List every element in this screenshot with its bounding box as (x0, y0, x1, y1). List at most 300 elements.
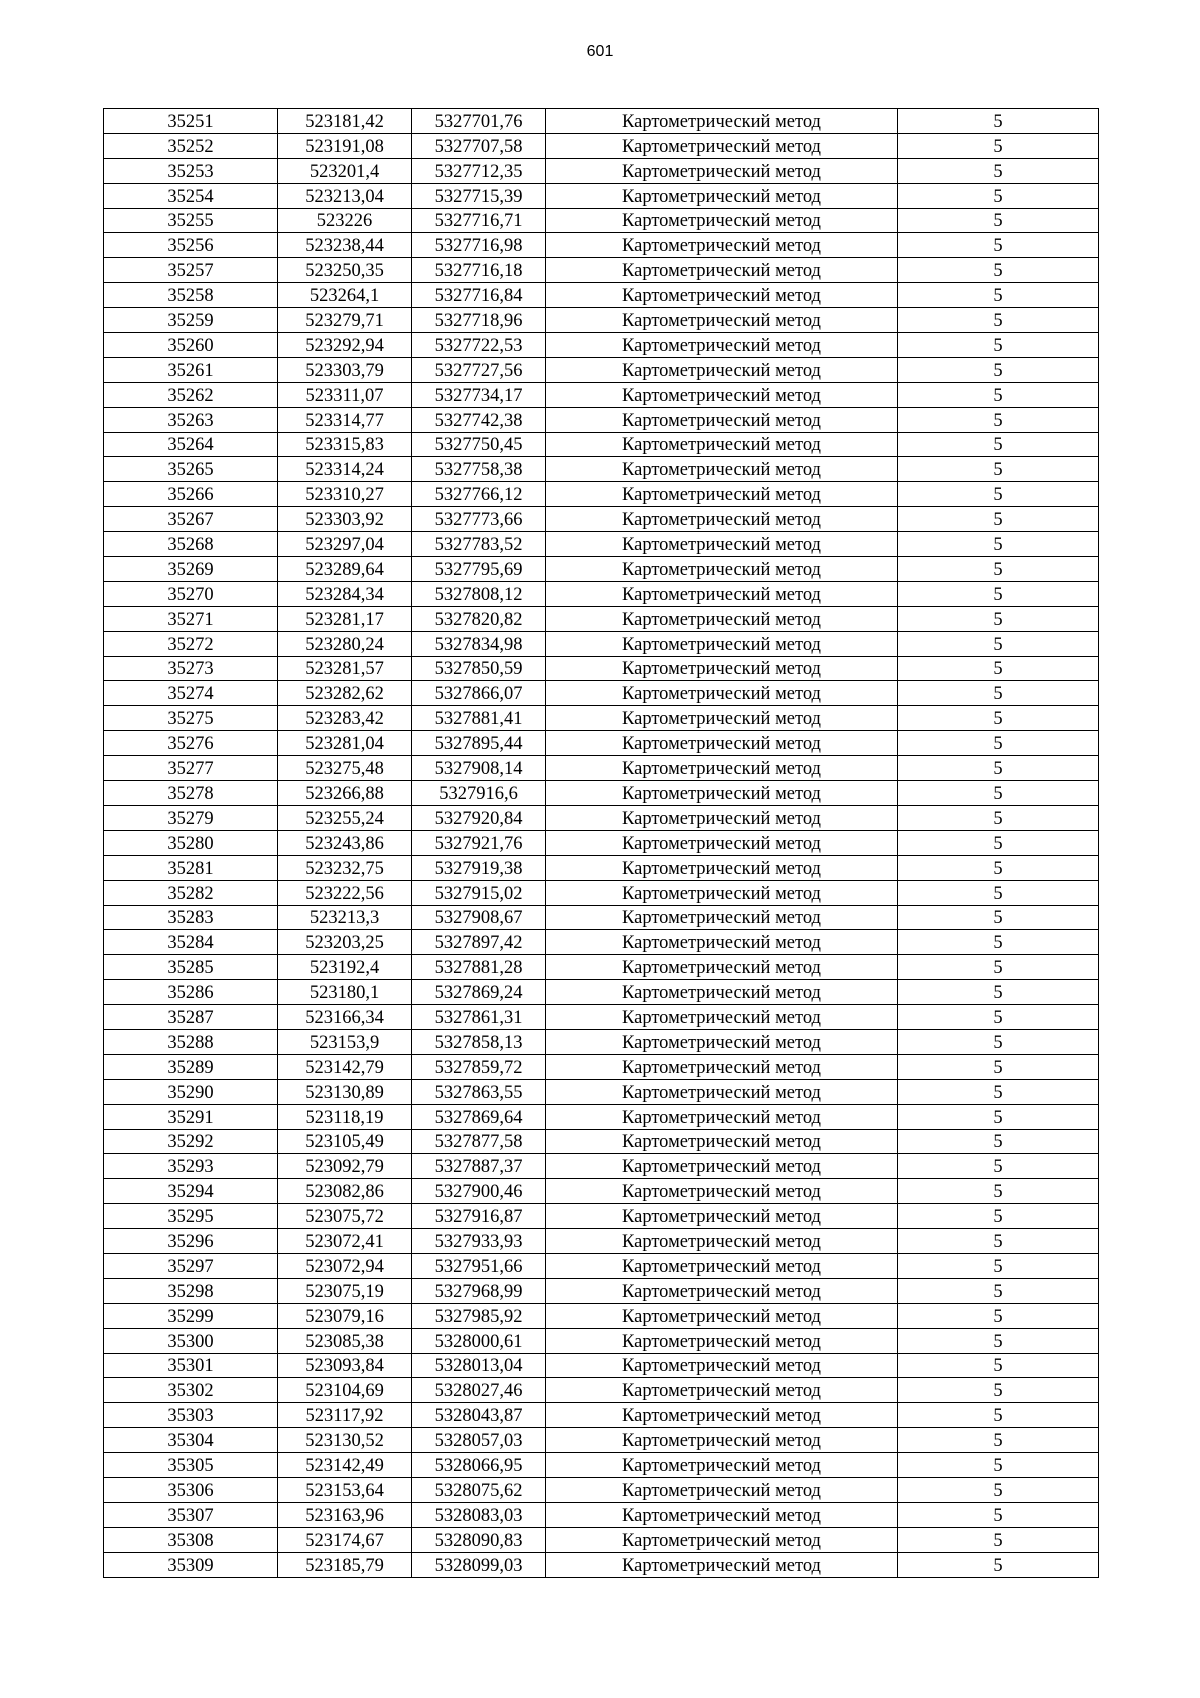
accuracy-cell: 5 (898, 1005, 1099, 1030)
table-row (104, 532, 1099, 557)
table-row (104, 432, 1099, 457)
point-number-cell: 35276 (104, 731, 278, 756)
x-coordinate-cell: 523117,92 (278, 1403, 412, 1428)
accuracy-cell: 5 (898, 283, 1099, 308)
x-coordinate-cell: 523283,42 (278, 706, 412, 731)
accuracy-cell: 5 (898, 208, 1099, 233)
x-coordinate-cell: 523181,42 (278, 109, 412, 134)
method-cell: Картометрический метод (546, 482, 898, 507)
table-row (104, 283, 1099, 308)
x-coordinate-cell: 523264,1 (278, 283, 412, 308)
point-number-cell: 35283 (104, 905, 278, 930)
point-number-cell: 35263 (104, 407, 278, 432)
accuracy-cell: 5 (898, 308, 1099, 333)
method-cell: Картометрический метод (546, 382, 898, 407)
point-number-cell: 35285 (104, 955, 278, 980)
point-number-cell: 35272 (104, 631, 278, 656)
x-coordinate-cell: 523303,92 (278, 507, 412, 532)
x-coordinate-cell: 523281,17 (278, 606, 412, 631)
method-cell: Картометрический метод (546, 333, 898, 358)
accuracy-cell: 5 (898, 880, 1099, 905)
x-coordinate-cell: 523142,49 (278, 1453, 412, 1478)
table-row (104, 1204, 1099, 1229)
point-number-cell: 35295 (104, 1204, 278, 1229)
table-row (104, 581, 1099, 606)
x-coordinate-cell: 523105,49 (278, 1129, 412, 1154)
y-coordinate-cell: 5327916,6 (412, 781, 546, 806)
table-row (104, 183, 1099, 208)
table-row (104, 805, 1099, 830)
method-cell: Картометрический метод (546, 955, 898, 980)
method-cell: Картометрический метод (546, 756, 898, 781)
table-row (104, 706, 1099, 731)
x-coordinate-cell: 523192,4 (278, 955, 412, 980)
point-number-cell: 35304 (104, 1428, 278, 1453)
point-number-cell: 35305 (104, 1453, 278, 1478)
method-cell: Картометрический метод (546, 1552, 898, 1577)
method-cell: Картометрический метод (546, 283, 898, 308)
point-number-cell: 35262 (104, 382, 278, 407)
x-coordinate-cell: 523314,24 (278, 457, 412, 482)
table-row (104, 830, 1099, 855)
accuracy-cell: 5 (898, 1403, 1099, 1428)
table-row (104, 731, 1099, 756)
x-coordinate-cell: 523142,79 (278, 1054, 412, 1079)
x-coordinate-cell: 523314,77 (278, 407, 412, 432)
point-number-cell: 35291 (104, 1104, 278, 1129)
x-coordinate-cell: 523072,94 (278, 1253, 412, 1278)
point-number-cell: 35268 (104, 532, 278, 557)
x-coordinate-cell: 523185,79 (278, 1552, 412, 1577)
accuracy-cell: 5 (898, 1552, 1099, 1577)
x-coordinate-cell: 523303,79 (278, 357, 412, 382)
accuracy-cell: 5 (898, 109, 1099, 134)
y-coordinate-cell: 5327712,35 (412, 158, 546, 183)
point-number-cell: 35280 (104, 830, 278, 855)
x-coordinate-cell: 523311,07 (278, 382, 412, 407)
accuracy-cell: 5 (898, 557, 1099, 582)
table-row (104, 1079, 1099, 1104)
x-coordinate-cell: 523310,27 (278, 482, 412, 507)
point-number-cell: 35260 (104, 333, 278, 358)
table-row (104, 905, 1099, 930)
accuracy-cell: 5 (898, 457, 1099, 482)
point-number-cell: 35255 (104, 208, 278, 233)
point-number-cell: 35289 (104, 1054, 278, 1079)
method-cell: Картометрический метод (546, 158, 898, 183)
x-coordinate-cell: 523213,3 (278, 905, 412, 930)
y-coordinate-cell: 5327758,38 (412, 457, 546, 482)
method-cell: Картометрический метод (546, 1353, 898, 1378)
x-coordinate-cell: 523281,57 (278, 656, 412, 681)
point-number-cell: 35301 (104, 1353, 278, 1378)
table-row (104, 482, 1099, 507)
x-coordinate-cell: 523255,24 (278, 805, 412, 830)
accuracy-cell: 5 (898, 1378, 1099, 1403)
point-number-cell: 35258 (104, 283, 278, 308)
accuracy-cell: 5 (898, 233, 1099, 258)
x-coordinate-cell: 523153,64 (278, 1477, 412, 1502)
x-coordinate-cell: 523130,52 (278, 1428, 412, 1453)
x-coordinate-cell: 523222,56 (278, 880, 412, 905)
y-coordinate-cell: 5327921,76 (412, 830, 546, 855)
method-cell: Картометрический метод (546, 507, 898, 532)
table-row (104, 1054, 1099, 1079)
y-coordinate-cell: 5327820,82 (412, 606, 546, 631)
x-coordinate-cell: 523085,38 (278, 1328, 412, 1353)
point-number-cell: 35288 (104, 1029, 278, 1054)
method-cell: Картометрический метод (546, 1453, 898, 1478)
point-number-cell: 35300 (104, 1328, 278, 1353)
x-coordinate-cell: 523203,25 (278, 930, 412, 955)
y-coordinate-cell: 5328057,03 (412, 1428, 546, 1453)
y-coordinate-cell: 5328083,03 (412, 1502, 546, 1527)
table-row (104, 133, 1099, 158)
table-row (104, 1353, 1099, 1378)
table-row (104, 1328, 1099, 1353)
table-row (104, 308, 1099, 333)
method-cell: Картометрический метод (546, 905, 898, 930)
point-number-cell: 35273 (104, 656, 278, 681)
x-coordinate-cell: 523072,41 (278, 1229, 412, 1254)
table-row (104, 606, 1099, 631)
x-coordinate-cell: 523297,04 (278, 532, 412, 557)
accuracy-cell: 5 (898, 656, 1099, 681)
x-coordinate-cell: 523166,34 (278, 1005, 412, 1030)
point-number-cell: 35264 (104, 432, 278, 457)
y-coordinate-cell: 5327716,18 (412, 258, 546, 283)
y-coordinate-cell: 5328043,87 (412, 1403, 546, 1428)
table-row (104, 1378, 1099, 1403)
method-cell: Картометрический метод (546, 1403, 898, 1428)
method-cell: Картометрический метод (546, 1278, 898, 1303)
y-coordinate-cell: 5327877,58 (412, 1129, 546, 1154)
method-cell: Картометрический метод (546, 233, 898, 258)
y-coordinate-cell: 5327850,59 (412, 656, 546, 681)
y-coordinate-cell: 5328066,95 (412, 1453, 546, 1478)
point-number-cell: 35275 (104, 706, 278, 731)
accuracy-cell: 5 (898, 382, 1099, 407)
accuracy-cell: 5 (898, 980, 1099, 1005)
y-coordinate-cell: 5327795,69 (412, 557, 546, 582)
y-coordinate-cell: 5327750,45 (412, 432, 546, 457)
method-cell: Картометрический метод (546, 781, 898, 806)
accuracy-cell: 5 (898, 1079, 1099, 1104)
point-number-cell: 35253 (104, 158, 278, 183)
point-number-cell: 35252 (104, 133, 278, 158)
y-coordinate-cell: 5327933,93 (412, 1229, 546, 1254)
accuracy-cell: 5 (898, 183, 1099, 208)
page-number: 601 (586, 43, 614, 60)
point-number-cell: 35282 (104, 880, 278, 905)
accuracy-cell: 5 (898, 1328, 1099, 1353)
y-coordinate-cell: 5328099,03 (412, 1552, 546, 1577)
method-cell: Картометрический метод (546, 1303, 898, 1328)
accuracy-cell: 5 (898, 1253, 1099, 1278)
accuracy-cell: 5 (898, 1428, 1099, 1453)
table-row (104, 1303, 1099, 1328)
point-number-cell: 35277 (104, 756, 278, 781)
y-coordinate-cell: 5327716,84 (412, 283, 546, 308)
table-row (104, 631, 1099, 656)
method-cell: Картометрический метод (546, 1502, 898, 1527)
y-coordinate-cell: 5327858,13 (412, 1029, 546, 1054)
table-row (104, 357, 1099, 382)
x-coordinate-cell: 523281,04 (278, 731, 412, 756)
method-cell: Картометрический метод (546, 407, 898, 432)
point-number-cell: 35296 (104, 1229, 278, 1254)
y-coordinate-cell: 5327919,38 (412, 855, 546, 880)
method-cell: Картометрический метод (546, 1179, 898, 1204)
y-coordinate-cell: 5327766,12 (412, 482, 546, 507)
table-row (104, 1428, 1099, 1453)
accuracy-cell: 5 (898, 133, 1099, 158)
point-number-cell: 35303 (104, 1403, 278, 1428)
y-coordinate-cell: 5327808,12 (412, 581, 546, 606)
y-coordinate-cell: 5327722,53 (412, 333, 546, 358)
method-cell: Картометрический метод (546, 930, 898, 955)
point-number-cell: 35265 (104, 457, 278, 482)
table-row (104, 382, 1099, 407)
coordinates-table (103, 108, 1099, 1578)
method-cell: Картометрический метод (546, 1229, 898, 1254)
y-coordinate-cell: 5327734,17 (412, 382, 546, 407)
x-coordinate-cell: 523280,24 (278, 631, 412, 656)
x-coordinate-cell: 523093,84 (278, 1353, 412, 1378)
method-cell: Картометрический метод (546, 357, 898, 382)
point-number-cell: 35256 (104, 233, 278, 258)
y-coordinate-cell: 5327895,44 (412, 731, 546, 756)
method-cell: Картометрический метод (546, 258, 898, 283)
x-coordinate-cell: 523232,75 (278, 855, 412, 880)
point-number-cell: 35261 (104, 357, 278, 382)
table-row (104, 109, 1099, 134)
table-row (104, 557, 1099, 582)
x-coordinate-cell: 523075,19 (278, 1278, 412, 1303)
table-row (104, 781, 1099, 806)
y-coordinate-cell: 5328000,61 (412, 1328, 546, 1353)
table-row (104, 855, 1099, 880)
table-row (104, 1453, 1099, 1478)
accuracy-cell: 5 (898, 830, 1099, 855)
table-row (104, 1104, 1099, 1129)
accuracy-cell: 5 (898, 756, 1099, 781)
table-row (104, 1029, 1099, 1054)
point-number-cell: 35266 (104, 482, 278, 507)
y-coordinate-cell: 5327742,38 (412, 407, 546, 432)
method-cell: Картометрический метод (546, 1204, 898, 1229)
x-coordinate-cell: 523289,64 (278, 557, 412, 582)
method-cell: Картометрический метод (546, 1079, 898, 1104)
accuracy-cell: 5 (898, 606, 1099, 631)
y-coordinate-cell: 5327869,24 (412, 980, 546, 1005)
table-row (104, 407, 1099, 432)
point-number-cell: 35297 (104, 1253, 278, 1278)
accuracy-cell: 5 (898, 731, 1099, 756)
y-coordinate-cell: 5328027,46 (412, 1378, 546, 1403)
point-number-cell: 35298 (104, 1278, 278, 1303)
point-number-cell: 35284 (104, 930, 278, 955)
x-coordinate-cell: 523130,89 (278, 1079, 412, 1104)
accuracy-cell: 5 (898, 1154, 1099, 1179)
y-coordinate-cell: 5327908,67 (412, 905, 546, 930)
table-row (104, 233, 1099, 258)
table-row (104, 681, 1099, 706)
accuracy-cell: 5 (898, 1179, 1099, 1204)
accuracy-cell: 5 (898, 1453, 1099, 1478)
accuracy-cell: 5 (898, 532, 1099, 557)
method-cell: Картометрический метод (546, 855, 898, 880)
point-number-cell: 35281 (104, 855, 278, 880)
method-cell: Картометрический метод (546, 1104, 898, 1129)
y-coordinate-cell: 5327900,46 (412, 1179, 546, 1204)
y-coordinate-cell: 5327718,96 (412, 308, 546, 333)
table-row (104, 955, 1099, 980)
method-cell: Картометрический метод (546, 1129, 898, 1154)
method-cell: Картометрический метод (546, 1154, 898, 1179)
method-cell: Картометрический метод (546, 532, 898, 557)
method-cell: Картометрический метод (546, 980, 898, 1005)
accuracy-cell: 5 (898, 258, 1099, 283)
method-cell: Картометрический метод (546, 805, 898, 830)
method-cell: Картометрический метод (546, 706, 898, 731)
table-row (104, 457, 1099, 482)
method-cell: Картометрический метод (546, 830, 898, 855)
method-cell: Картометрический метод (546, 880, 898, 905)
accuracy-cell: 5 (898, 407, 1099, 432)
y-coordinate-cell: 5328013,04 (412, 1353, 546, 1378)
point-number-cell: 35254 (104, 183, 278, 208)
method-cell: Картометрический метод (546, 133, 898, 158)
table-row (104, 1527, 1099, 1552)
point-number-cell: 35286 (104, 980, 278, 1005)
accuracy-cell: 5 (898, 1527, 1099, 1552)
accuracy-cell: 5 (898, 955, 1099, 980)
method-cell: Картометрический метод (546, 208, 898, 233)
table-row (104, 1552, 1099, 1577)
y-coordinate-cell: 5327916,87 (412, 1204, 546, 1229)
point-number-cell: 35257 (104, 258, 278, 283)
table-row (104, 1403, 1099, 1428)
point-number-cell: 35271 (104, 606, 278, 631)
table-row (104, 208, 1099, 233)
point-number-cell: 35307 (104, 1502, 278, 1527)
y-coordinate-cell: 5327715,39 (412, 183, 546, 208)
x-coordinate-cell: 523118,19 (278, 1104, 412, 1129)
x-coordinate-cell: 523243,86 (278, 830, 412, 855)
point-number-cell: 35269 (104, 557, 278, 582)
y-coordinate-cell: 5327707,58 (412, 133, 546, 158)
y-coordinate-cell: 5327951,66 (412, 1253, 546, 1278)
y-coordinate-cell: 5327887,37 (412, 1154, 546, 1179)
y-coordinate-cell: 5328075,62 (412, 1477, 546, 1502)
x-coordinate-cell: 523226 (278, 208, 412, 233)
x-coordinate-cell: 523266,88 (278, 781, 412, 806)
y-coordinate-cell: 5327968,99 (412, 1278, 546, 1303)
y-coordinate-cell: 5327701,76 (412, 109, 546, 134)
method-cell: Картометрический метод (546, 183, 898, 208)
accuracy-cell: 5 (898, 357, 1099, 382)
table-row (104, 756, 1099, 781)
x-coordinate-cell: 523282,62 (278, 681, 412, 706)
accuracy-cell: 5 (898, 1278, 1099, 1303)
point-number-cell: 35278 (104, 781, 278, 806)
accuracy-cell: 5 (898, 333, 1099, 358)
method-cell: Картометрический метод (546, 606, 898, 631)
table-row (104, 880, 1099, 905)
x-coordinate-cell: 523201,4 (278, 158, 412, 183)
point-number-cell: 35309 (104, 1552, 278, 1577)
accuracy-cell: 5 (898, 158, 1099, 183)
point-number-cell: 35287 (104, 1005, 278, 1030)
table-row (104, 656, 1099, 681)
method-cell: Картометрический метод (546, 457, 898, 482)
table-row (104, 333, 1099, 358)
accuracy-cell: 5 (898, 805, 1099, 830)
accuracy-cell: 5 (898, 1129, 1099, 1154)
y-coordinate-cell: 5327881,28 (412, 955, 546, 980)
y-coordinate-cell: 5327716,71 (412, 208, 546, 233)
point-number-cell: 35279 (104, 805, 278, 830)
y-coordinate-cell: 5327859,72 (412, 1054, 546, 1079)
accuracy-cell: 5 (898, 581, 1099, 606)
accuracy-cell: 5 (898, 930, 1099, 955)
coordinates-table-body (104, 109, 1099, 1578)
point-number-cell: 35290 (104, 1079, 278, 1104)
table-row (104, 1005, 1099, 1030)
x-coordinate-cell: 523075,72 (278, 1204, 412, 1229)
x-coordinate-cell: 523238,44 (278, 233, 412, 258)
y-coordinate-cell: 5327908,14 (412, 756, 546, 781)
table-row (104, 1154, 1099, 1179)
x-coordinate-cell: 523082,86 (278, 1179, 412, 1204)
x-coordinate-cell: 523079,16 (278, 1303, 412, 1328)
point-number-cell: 35306 (104, 1477, 278, 1502)
method-cell: Картометрический метод (546, 1477, 898, 1502)
method-cell: Картометрический метод (546, 631, 898, 656)
point-number-cell: 35259 (104, 308, 278, 333)
method-cell: Картометрический метод (546, 1428, 898, 1453)
table-row (104, 258, 1099, 283)
method-cell: Картометрический метод (546, 109, 898, 134)
table-row (104, 507, 1099, 532)
point-number-cell: 35308 (104, 1527, 278, 1552)
x-coordinate-cell: 523250,35 (278, 258, 412, 283)
accuracy-cell: 5 (898, 1477, 1099, 1502)
y-coordinate-cell: 5327863,55 (412, 1079, 546, 1104)
point-number-cell: 35302 (104, 1378, 278, 1403)
y-coordinate-cell: 5327915,02 (412, 880, 546, 905)
y-coordinate-cell: 5327773,66 (412, 507, 546, 532)
method-cell: Картометрический метод (546, 581, 898, 606)
accuracy-cell: 5 (898, 482, 1099, 507)
y-coordinate-cell: 5328090,83 (412, 1527, 546, 1552)
table-row (104, 930, 1099, 955)
table-row (104, 158, 1099, 183)
point-number-cell: 35292 (104, 1129, 278, 1154)
x-coordinate-cell: 523191,08 (278, 133, 412, 158)
method-cell: Картометрический метод (546, 1029, 898, 1054)
method-cell: Картометрический метод (546, 731, 898, 756)
x-coordinate-cell: 523163,96 (278, 1502, 412, 1527)
y-coordinate-cell: 5327727,56 (412, 357, 546, 382)
accuracy-cell: 5 (898, 1353, 1099, 1378)
accuracy-cell: 5 (898, 432, 1099, 457)
accuracy-cell: 5 (898, 631, 1099, 656)
y-coordinate-cell: 5327881,41 (412, 706, 546, 731)
y-coordinate-cell: 5327716,98 (412, 233, 546, 258)
point-number-cell: 35299 (104, 1303, 278, 1328)
